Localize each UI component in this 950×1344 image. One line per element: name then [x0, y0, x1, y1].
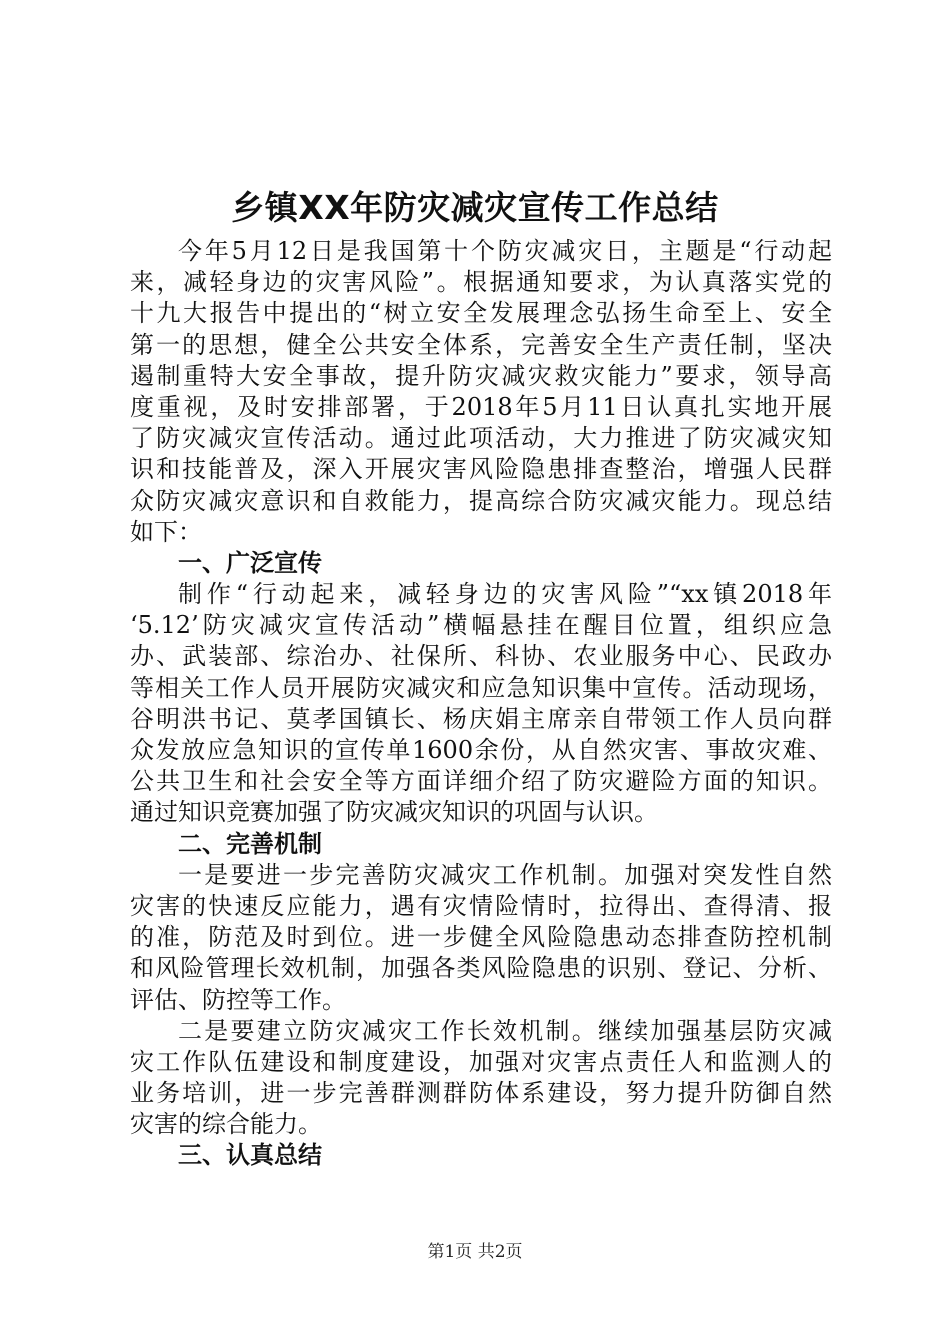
document-title: 乡镇XX年防灾减灾宣传工作总结: [231, 188, 719, 227]
paragraph-line: ‘5.12’防灾减灾宣传活动”横幅悬挂在醒目位置，组织应急: [130, 611, 832, 640]
paragraph-line: 灾害的快速反应能力，遇有灾情险情时，拉得出、查得清、报: [130, 891, 832, 920]
paragraph-line: 众发放应急知识的宣传单1600余份，从自然灾害、事故灾难、: [130, 736, 832, 764]
paragraph-line: 和风险管理长效机制，加强各类风险隐患的识别、登记、分析、: [130, 954, 832, 983]
document-body: [130, 236, 832, 1172]
paragraph-line: 了防灾减灾宣传活动。通过此项活动，大力推进了防灾减灾知: [130, 424, 832, 453]
paragraph-line: 来，减轻身边的灾害风险”。根据通知要求，为认真落实党的: [130, 268, 832, 297]
section-heading-summary: 三、认真总结: [178, 1141, 322, 1170]
section2-paragraph-2: [130, 1016, 832, 1141]
section-heading-publicity: 一、广泛宣传: [178, 548, 322, 577]
intro-paragraph: [130, 236, 832, 548]
section2-paragraph-1: [130, 860, 832, 1016]
paragraph-line: 灾工作队伍建设和制度建设，加强对灾害点责任人和监测人的: [130, 1047, 832, 1076]
paragraph-line: 第一的思想，健全公共安全体系，完善安全生产责任制，坚决: [130, 330, 832, 359]
paragraph-line: 办、武装部、综治办、社保所、科协、农业服务中心、民政办: [130, 642, 832, 671]
section1-paragraph: [130, 579, 832, 829]
paragraph-line: 今年5月12日是我国第十个防灾减灾日，主题是“行动起: [178, 237, 832, 265]
paragraph-line: 业务培训，进一步完善群测群防体系建设，努力提升防御自然: [130, 1079, 832, 1108]
paragraph-line: 识和技能普及，深入开展灾害风险隐患排查整治，增强人民群: [130, 455, 832, 484]
paragraph-line: 等相关工作人员开展防灾减灾和应急知识集中宣传。活动现场，: [130, 673, 832, 702]
paragraph-line: 一是要进一步完善防灾减灾工作机制。加强对突发性自然: [178, 860, 832, 889]
paragraph-line: 二是要建立防灾减灾工作长效机制。继续加强基层防灾减: [178, 1016, 832, 1045]
paragraph-line: 通过知识竞赛加强了防灾减灾知识的巩固与认识。: [130, 798, 658, 827]
paragraph-line: 灾害的综合能力。: [130, 1110, 322, 1139]
paragraph-line: 评估、防控等工作。: [130, 985, 346, 1014]
paragraph-line: 谷明洪书记、莫孝国镇长、杨庆娟主席亲自带领工作人员向群: [130, 704, 832, 733]
paragraph-line: 的准，防范及时到位。进一步健全风险隐患动态排查防控机制: [130, 923, 832, 952]
paragraph-line: 十九大报告中提出的“树立安全发展理念弘扬生命至上、安全: [130, 299, 832, 328]
paragraph-line: 如下：: [130, 517, 202, 546]
paragraph-line: 制作“行动起来，减轻身边的灾害风险”“xx镇2018年: [178, 580, 832, 609]
paragraph-line: 众防灾减灾意识和自救能力，提高综合防灾减灾能力。现总结: [130, 486, 832, 515]
paragraph-line: 度重视，及时安排部署，于2018年5月11日认真扎实地开展: [130, 392, 832, 421]
section-heading-mechanism: 二、完善机制: [178, 829, 322, 858]
page-number-footer: 第1页 共2页: [427, 1242, 523, 1262]
paragraph-line: 遏制重特大安全事故，提升防灾减灾救灾能力”要求，领导高: [130, 361, 832, 390]
paragraph-line: 公共卫生和社会安全等方面详细介绍了防灾避险方面的知识。: [130, 767, 832, 796]
